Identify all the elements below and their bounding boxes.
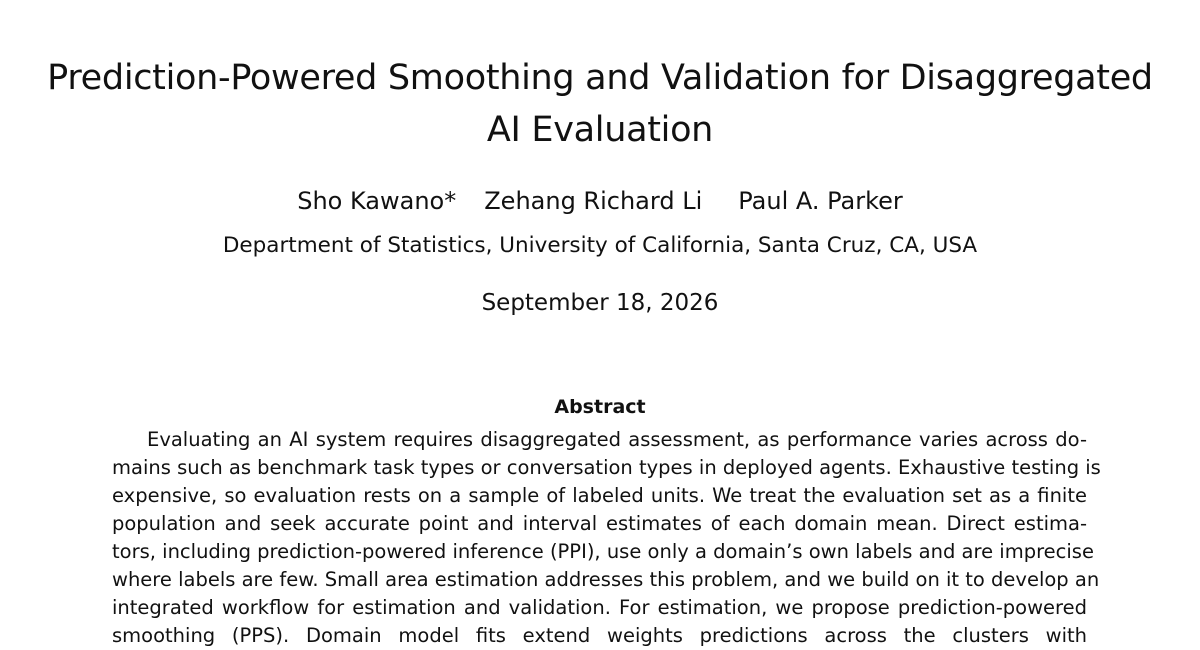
affiliation: Department of Statistics, University of California, Santa Cruz, CA, USA	[222, 233, 978, 258]
publication-date: September 18, 2026	[481, 290, 719, 316]
abstract-line: where labels are few. Small area estimation addresses this problem, and we build on it to develop an	[112, 568, 1100, 591]
abstract-line: expensive, so evaluation rests on a sample of labeled units. We treat the evaluation set as a finite	[112, 484, 1087, 507]
abstract-line: integrated workflow for estimation and validation. For estimation, we propose prediction-powered	[112, 596, 1087, 619]
abstract-line: Evaluating an AI system requires disaggregated assessment, as performance varies across do-	[147, 428, 1087, 451]
paper-title: Prediction-Powered Smoothing and Validation for Disaggregated AI Evaluation	[47, 58, 1153, 150]
abstract-line: tors, including prediction-powered inference (PPI), use only a domain’s own labels and are imprecise	[112, 540, 1094, 563]
author-name: Sho Kawano*	[297, 187, 457, 215]
abstract-body	[112, 426, 1101, 650]
abstract-line: population and seek accurate point and interval estimates of each domain mean. Direct estima-	[112, 512, 1087, 535]
abstract-heading: Abstract	[554, 396, 646, 418]
author-name: Paul A. Parker	[738, 187, 903, 215]
abstract-line: smoothing (PPS). Domain model fits extend weights predictions across the clusters with	[112, 624, 1087, 647]
author-list	[0, 184, 1200, 218]
author-name: Zehang Richard Li	[484, 187, 703, 215]
abstract-line: mains such as benchmark task types or conversation types in deployed agents. Exhaustive testing is	[112, 456, 1101, 479]
